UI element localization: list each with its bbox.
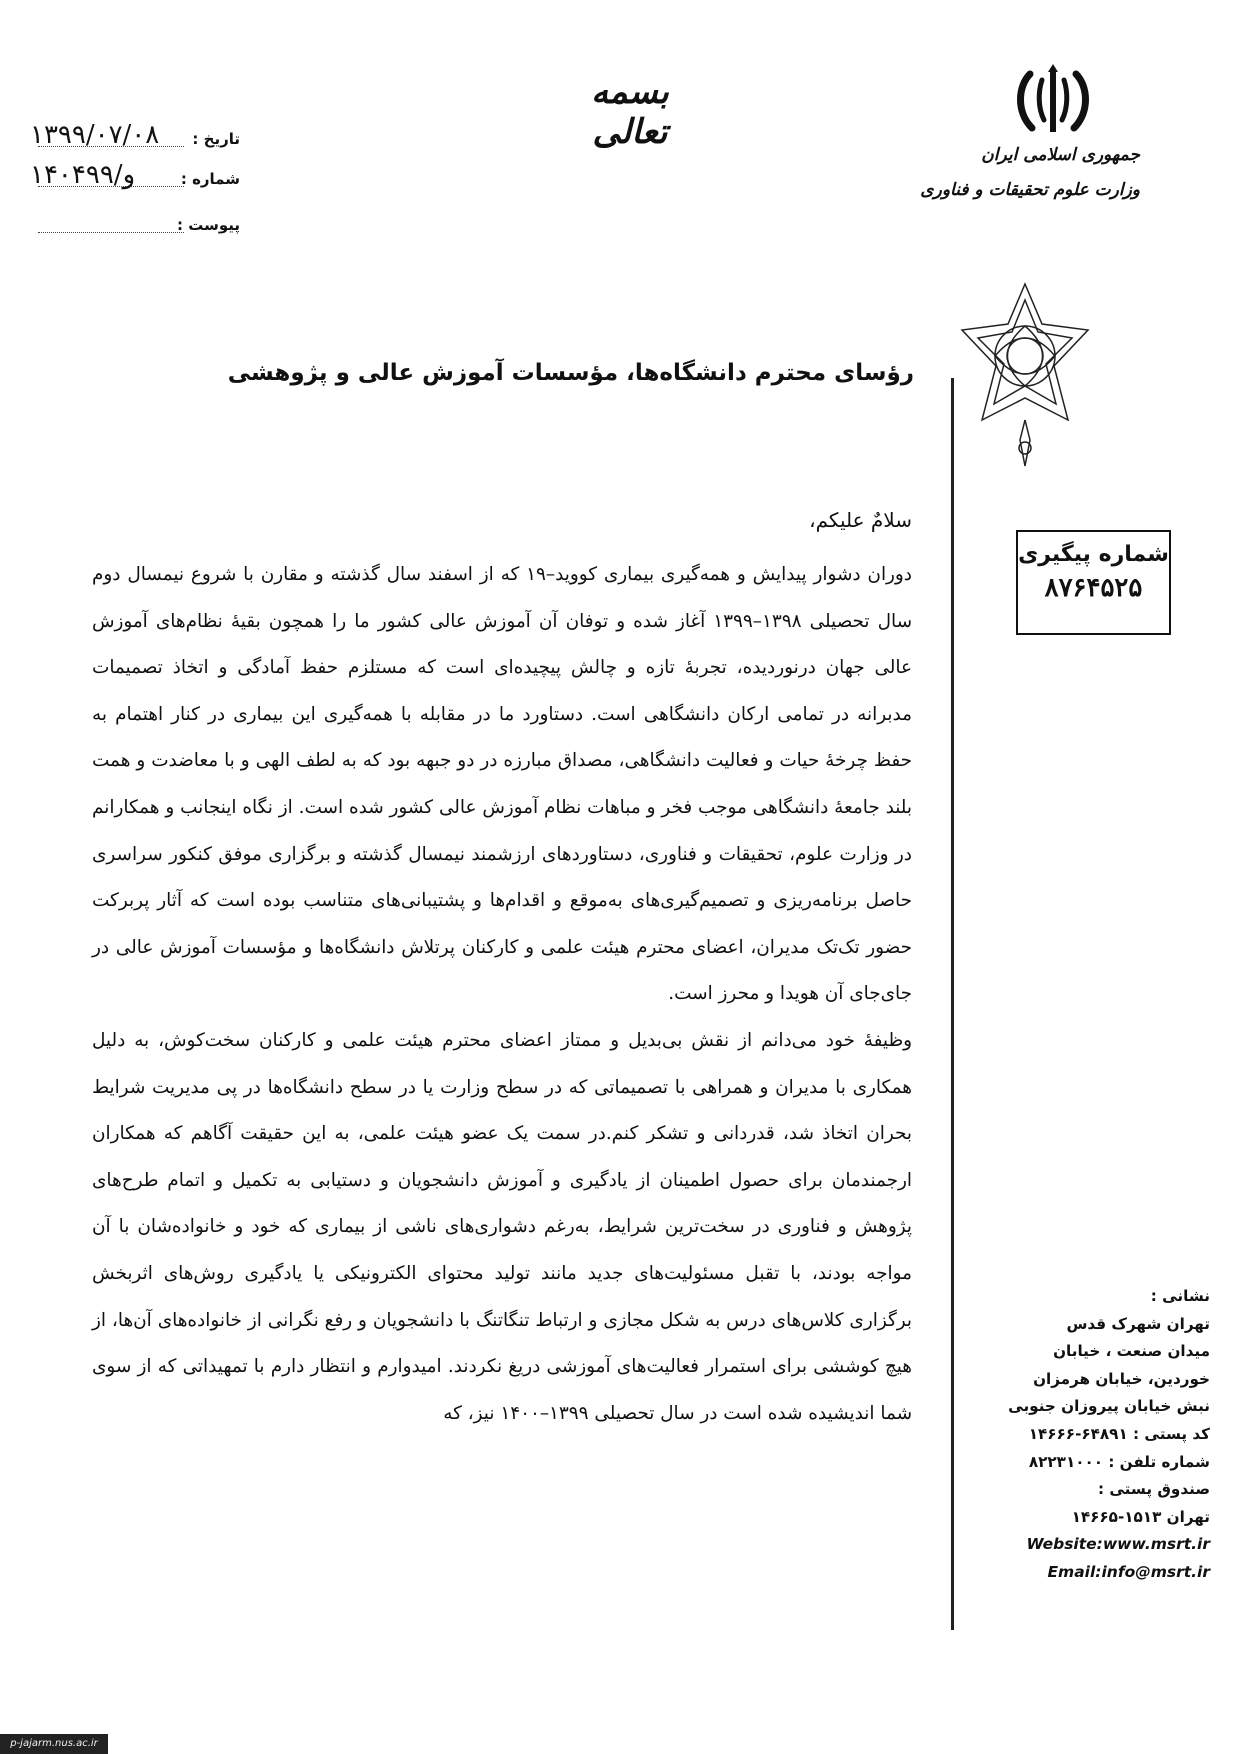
number-label: شماره : <box>180 170 240 188</box>
attachment-label: پیوست : <box>176 216 240 234</box>
iran-emblem-icon <box>1012 62 1094 140</box>
gov-line-republic: جمهوری اسلامی ایران <box>981 145 1140 165</box>
tracking-number: ۸۷۶۴۵۲۵ <box>1044 573 1143 603</box>
website-link[interactable]: Website:www.msrt.ir <box>1026 1535 1210 1554</box>
date-label: تاریخ : <box>192 130 240 148</box>
vertical-divider <box>951 378 954 1630</box>
address-line-2: میدان صنعت ، خیابان <box>1053 1342 1210 1361</box>
paragraph-1: دوران دشوار پیدایش و همه‌گیری بیماری کووید–۱۹ که از اسفند سال گذشته و مقارن با شروع نیمسال دوم سال تحصیلی ۱۳۹۸–۱۳۹۹ آغاز شده و توفان آن آموزش عالی کشور ما را همچون بقیهٔ نظام‌های آموزش عالی جهان درنوردیده، تجربهٔ تازه و چالش پیچیده‌ای است که مستلزم حفظ آمادگی و اتخاذ تصمیمات مدبرانه در تمامی ارکان دانشگاهی است. دستاورد ما در مقابله با همه‌گیری این بیماری در کنار اهتمام به حفظ چرخهٔ حیات و فعالیت دانشگاهی، مصداق مبارزه در دو جبهه بود که به لطف الهی و با معاضدت و همت بلند جامعهٔ دانشگاهی موجب فخر و مباهات نظام آموزش عالی کشور شده است. از نگاه اینجانب و همکارانم در وزارت علوم، تحقیقات و فناوری، دستاوردهای ارزشمند نیمسال گذشته و برگزاری موفق کنکور سراسری حاصل برنامه‌ریزی و تصمیم‌گیری‌های به‌موقع و اقدام‌ها و پشتیبانی‌های متناسب بوده است که آثار پربرکت حضور تک‌تک مدیران، اعضای محترم هیئت علمی و کارکنان پرتلاش دانشگاه‌ها و مؤسسات آموزش عالی در جای‌جای آن هویدا و محرز است. <box>92 564 913 1005</box>
recipient-line: رؤسای محترم دانشگاه‌ها، مؤسسات آموزش عالی و پژوهشی <box>227 360 914 386</box>
email-link[interactable]: Email:info@msrt.ir <box>1047 1562 1210 1581</box>
attachment-field <box>30 212 240 238</box>
paragraph-2: وظیفهٔ خود می‌دانم از نقش بی‌بدیل و ممتاز اعضای محترم هیئت علمی و کارکنان سخت‌کوش، به دلیل همکاری با مدیران و همراهی با تصمیماتی که در سطح وزارت یا در سطح دانشگاه‌ها در پی مدیریت شرایط بحران اتخاذ شد، قدردانی و تشکر کنم.در سمت یک عضو هیئت علمی، به این حقیقت آگاهم که همکاران ارجمندمان برای حصول اطمینان از یادگیری و آموزش دانشجویان و دستیابی به تکمیل و اتمام طرح‌های پژوهش و فناوری در سخت‌ترین شرایط، به‌رغم دشواری‌های ناشی از بیماری که خود و خانواده‌شان با آن مواجه بودند، با تقبل مسئولیت‌های جدید مانند تولید محتوای الکترونیکی یا یادگیری روش‌های اثربخش برگزاری کلاس‌های درس به شکل مجازی و ارتباط تنگاتنگ با دانشجویان و رفع نگرانی از خانواده‌های آن‌ها، از هیچ کوششی برای استمرار فعالیت‌های آموزشی دریغ نکردند. امیدوارم و انتظار دارم با تمهیداتی که از سوی شما اندیشیده شده است در سال تحصیلی ۱۳۹۹–۱۴۰۰ نیز، که <box>92 1029 912 1424</box>
greeting: سلامٌ علیکم، <box>809 508 912 532</box>
tracking-number-box <box>1016 530 1171 635</box>
address-block <box>985 1283 1210 1587</box>
tracking-label: شماره پیگیری <box>1018 542 1169 567</box>
po-box-label: صندوق پستی : <box>1097 1480 1210 1499</box>
ornament-icon <box>950 280 1100 470</box>
address-line-3: خوردین، خیابان هرمزان <box>1033 1369 1210 1388</box>
address-line-1: تهران شهرک قدس <box>1066 1314 1210 1333</box>
letter-body <box>92 552 912 1437</box>
postal-code: کد پستی : ۶۴۸۹۱-۱۴۶۶۶ <box>1028 1424 1210 1443</box>
date-field <box>30 120 240 152</box>
source-badge: p-jajarm.nus.ac.ir <box>0 1734 108 1754</box>
basmala: بسمه تعالی <box>591 72 669 152</box>
address-label: نشانی : <box>1150 1287 1210 1305</box>
date-value: ۱۳۹۹/۰۷/۰۸ <box>30 120 160 150</box>
gov-line-ministry: وزارت علوم تحقیقات و فناوری <box>920 180 1140 200</box>
po-box: تهران ۱۵۱۳-۱۴۶۶۵ <box>1071 1507 1210 1526</box>
phone-number: شماره تلفن : ۸۲۲۳۱۰۰۰ <box>1028 1452 1210 1471</box>
number-field <box>30 160 240 192</box>
address-line-4: نبش خیابان پیروزان جنوبی <box>1008 1397 1210 1416</box>
number-value: ۱۴۰۴۹۹/و <box>30 160 136 190</box>
